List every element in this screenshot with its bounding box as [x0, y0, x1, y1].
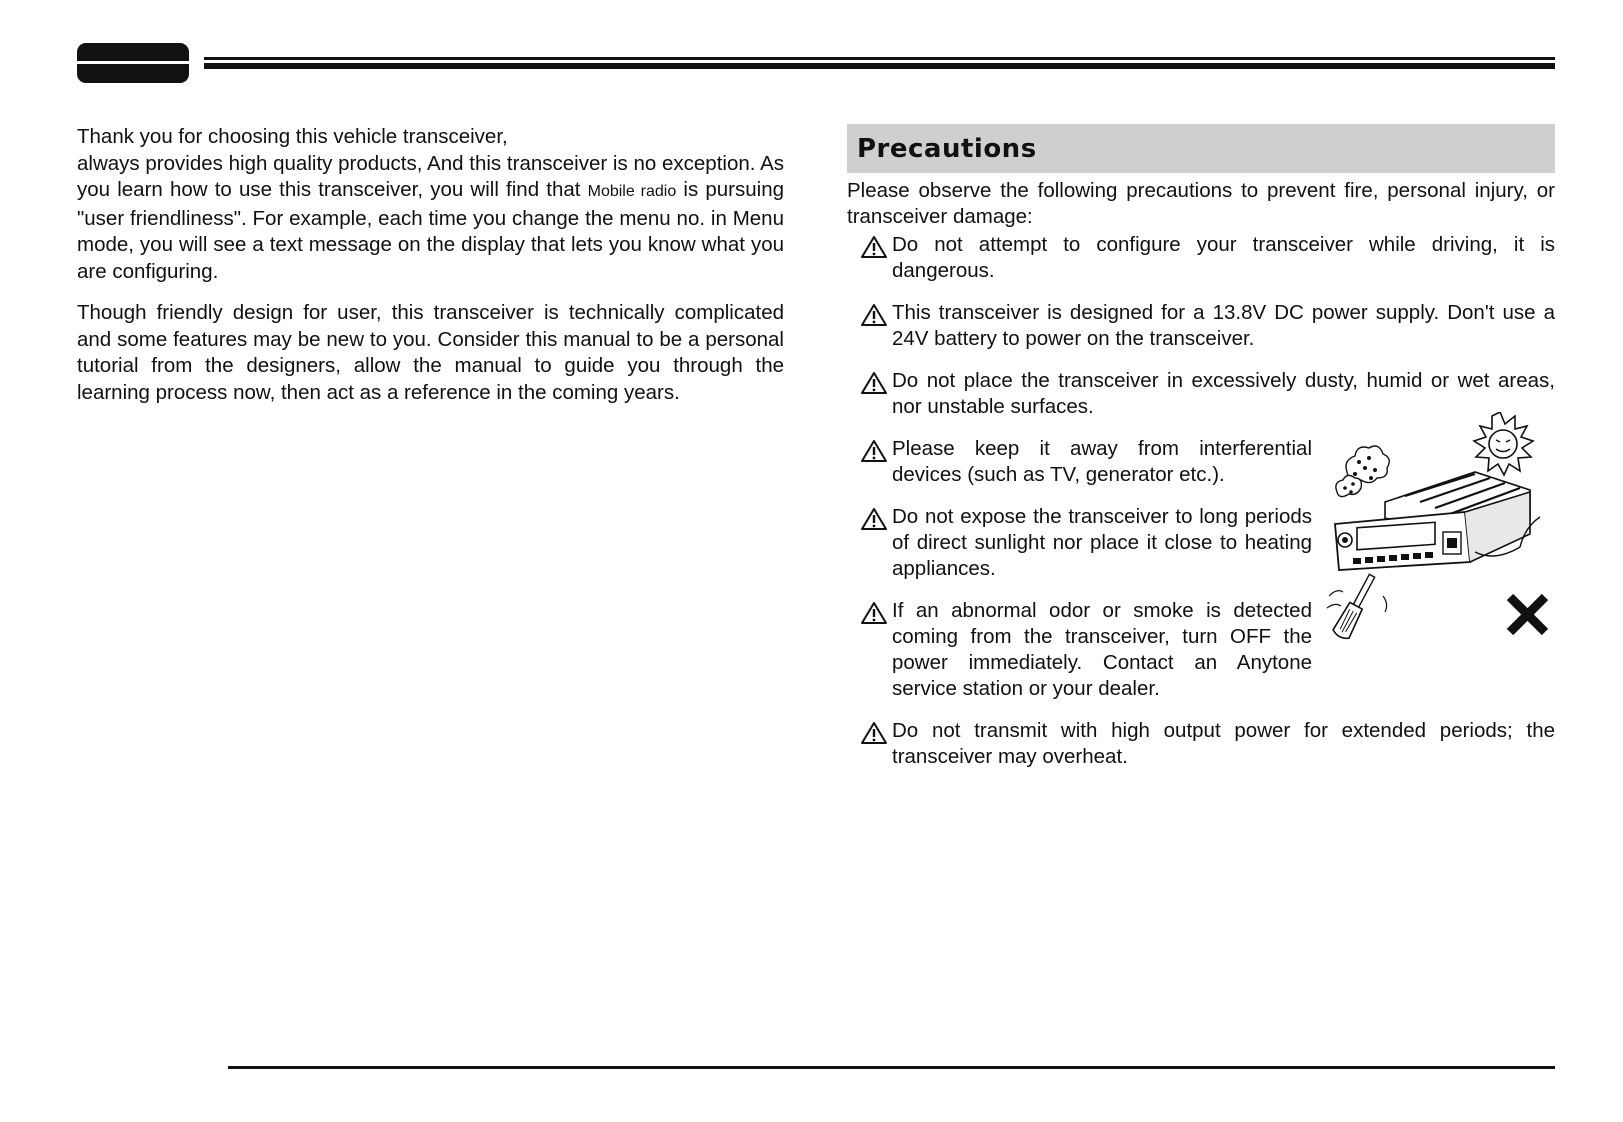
warning-triangle-icon: [860, 371, 888, 395]
intro-body: always provides high quality products, And this transceiver is no exception. As you learn how to use this transceiver, you will find that: [77, 151, 784, 201]
precaution-text: Do not expose the transceiver to long periods of direct sunlight nor place it close to heating appliances.: [892, 505, 1312, 580]
precaution-text: Do not attempt to configure your transceiver while driving, it is dangerous.: [892, 233, 1555, 282]
warning-triangle-icon: [860, 601, 888, 625]
intro-paragraph-2: Though friendly design for user, this transceiver is technically complicated and some features may be new to you. Consider this manual to be a personal tutorial from the designers, allow the manual to guide you through the learning process now, then act as a reference in the coming years.: [77, 301, 784, 404]
prohibited-cross-icon: [1510, 597, 1545, 632]
precaution-item: [847, 300, 1555, 352]
precautions-title: Precautions: [857, 133, 1037, 164]
precaution-item: [847, 504, 1312, 582]
footer-rule: [228, 1066, 1555, 1069]
precaution-text: Please keep it away from interferential devices (such as TV, generator etc.).: [892, 437, 1312, 486]
sun-icon: [1474, 412, 1533, 475]
intro-line: Thank you for choosing this vehicle transceiver,: [77, 125, 508, 148]
header-rule-thin: [204, 57, 1555, 60]
section-heading: [847, 124, 1555, 173]
precaution-text: Do not transmit with high output power for extended periods; the transceiver may overheat.: [892, 719, 1555, 768]
warning-triangle-icon: [860, 721, 888, 745]
precaution-item: [847, 718, 1555, 770]
precautions-intro: Please observe the following precautions to prevent fire, personal injury, or transceiver damage:: [847, 179, 1555, 228]
precaution-item: [847, 232, 1555, 284]
precaution-item: [847, 436, 1312, 488]
mobile-radio-icon: [1335, 472, 1540, 570]
warning-triangle-icon: [860, 235, 888, 259]
screwdriver-icon: [1332, 572, 1380, 641]
precaution-text: If an abnormal odor or smoke is detected coming from the transceiver, turn OFF the power immediately. Contact an Anytone service station or your dealer.: [892, 599, 1312, 700]
intro-paragraph-1: [77, 124, 784, 285]
warning-triangle-icon: [860, 439, 888, 463]
warning-triangle-icon: [860, 303, 888, 327]
introduction-text: [77, 124, 784, 406]
header-tab-stripe: [77, 61, 189, 64]
precaution-text: Do not place the transceiver in excessively dusty, humid or wet areas, nor unstable surfaces.: [892, 369, 1555, 418]
intro-tail: is pursuing "user friendliness". For example, each time you change the menu no. in Menu mode, you will see a text message on the display that lets you know what you are configuring.: [77, 178, 785, 283]
precaution-item: [847, 598, 1312, 702]
precaution-text: This transceiver is designed for a 13.8V DC power supply. Don't use a 24V battery to power on the transceiver.: [892, 301, 1555, 350]
warning-triangle-icon: [860, 507, 888, 531]
brand-name: Mobile radio: [587, 183, 677, 200]
header-rule-thick: [204, 63, 1555, 69]
transceiver-hazards-illustration: [1325, 412, 1555, 660]
dust-cloud-icon: [1336, 446, 1389, 497]
